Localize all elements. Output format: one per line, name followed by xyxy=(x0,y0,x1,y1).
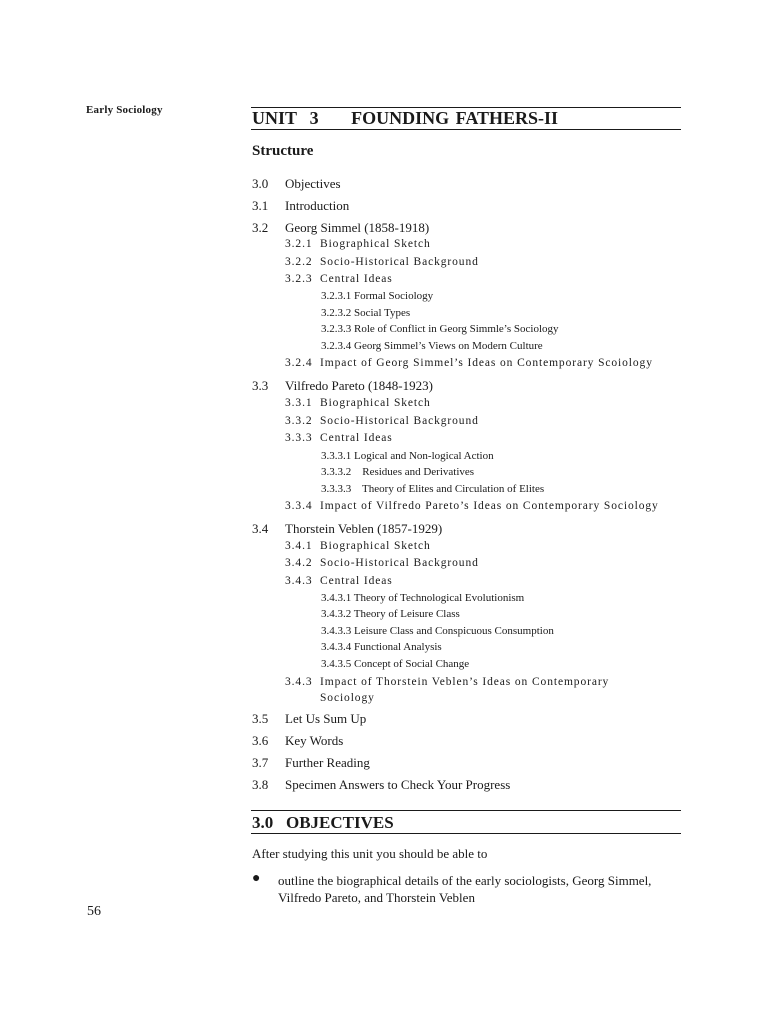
toc-label: Central Ideas xyxy=(320,432,393,444)
toc-label: Socio-Historical Background xyxy=(320,415,479,427)
toc-subsubentry: 3.4.3.3 Leisure Class and Conspicuous Consumption xyxy=(321,625,554,637)
toc-number: 3.4 xyxy=(252,521,269,536)
toc-number: 3.3.2 xyxy=(285,415,313,427)
toc-number: 3.2.1 xyxy=(285,238,313,250)
toc-subsubentry: 3.4.3.5 Concept of Social Change xyxy=(321,658,470,670)
toc-subsubentry: 3.2.3.4 Georg Simmel’s Views on Modern Culture xyxy=(321,340,543,352)
toc-label: Impact of Thorstein Veblen’s Ideas on Contemporary xyxy=(320,676,610,688)
toc-label: Impact of Georg Simmel’s Ideas on Contemporary Scoiology xyxy=(320,357,653,369)
running-header: Early Sociology xyxy=(86,104,163,116)
toc-label: Impact of Vilfredo Pareto’s Ideas on Contemporary Sociology xyxy=(320,500,659,512)
toc-subsubentry: 3.3.3.3 Theory of Elites and Circulation of Elites xyxy=(321,483,545,495)
toc-number: 3.2.2 xyxy=(285,256,313,268)
toc-subsubentry: 3.4.3.2 Theory of Leisure Class xyxy=(321,608,460,620)
objectives-bottom-rule xyxy=(251,833,681,834)
toc-label: Central Ideas xyxy=(320,575,393,587)
toc-number: 3.7 xyxy=(252,755,269,770)
toc-number: 3.6 xyxy=(252,733,269,748)
toc-number: 3.4.2 xyxy=(285,557,313,569)
toc-label: Introduction xyxy=(285,198,350,213)
objectives-top-rule xyxy=(251,810,681,811)
structure-heading: Structure xyxy=(252,143,314,159)
unit-title-bottom-rule xyxy=(251,129,681,130)
objectives-heading: 3.0 OBJECTIVES xyxy=(252,813,394,832)
toc-label: Socio-Historical Background xyxy=(320,557,479,569)
toc-label: Sociology xyxy=(320,692,375,704)
toc-label: Specimen Answers to Check Your Progress xyxy=(285,777,511,792)
toc-label: Further Reading xyxy=(285,755,370,770)
toc-label: Let Us Sum Up xyxy=(285,711,367,726)
bullet-icon: ● xyxy=(252,871,261,886)
toc-label: Biographical Sketch xyxy=(320,397,431,409)
toc-number: 3.2.4 xyxy=(285,357,313,369)
toc-number: 3.1 xyxy=(252,198,269,213)
toc-number: 3.4.3 xyxy=(285,676,313,688)
toc-number: 3.4.1 xyxy=(285,540,313,552)
objectives-intro: After studying this unit you should be able to xyxy=(252,846,488,861)
toc-label: Biographical Sketch xyxy=(320,238,431,250)
toc-label: Thorstein Veblen (1857-1929) xyxy=(285,521,443,536)
page-number: 56 xyxy=(87,904,101,919)
toc-number: 3.0 xyxy=(252,176,269,191)
toc-label: Socio-Historical Background xyxy=(320,256,479,268)
objective-item: outline the biographical details of the early sociologists, Georg Simmel, Vilfredo Pareto, and Thorstein Veblen xyxy=(278,873,652,905)
toc-label: Vilfredo Pareto (1848-1923) xyxy=(285,378,433,393)
toc-number: 3.3.3 xyxy=(285,432,313,444)
toc-number: 3.4.3 xyxy=(285,575,313,587)
toc-label: Central Ideas xyxy=(320,273,393,285)
toc-label: Objectives xyxy=(285,176,341,191)
toc-number: 3.3.1 xyxy=(285,397,313,409)
toc-subsubentry: 3.4.3.4 Functional Analysis xyxy=(321,641,442,653)
toc-subsubentry: 3.3.3.2 Residues and Derivatives xyxy=(321,466,475,478)
toc-subsubentry: 3.4.3.1 Theory of Technological Evolutionism xyxy=(321,592,525,604)
toc-subsubentry: 3.3.3.1 Logical and Non-logical Action xyxy=(321,450,494,462)
toc-number: 3.5 xyxy=(252,711,269,726)
toc-label: Key Words xyxy=(285,733,344,748)
toc-label: Georg Simmel (1858-1918) xyxy=(285,220,430,235)
toc-subsubentry: 3.2.3.2 Social Types xyxy=(321,307,411,319)
toc-number: 3.2.3 xyxy=(285,273,313,285)
toc-number: 3.2 xyxy=(252,220,269,235)
toc-label: Biographical Sketch xyxy=(320,540,431,552)
unit-title: UNIT 3 FOUNDING FATHERS-II xyxy=(252,108,559,128)
toc-number: 3.8 xyxy=(252,777,269,792)
toc-number: 3.3 xyxy=(252,378,269,393)
toc-number: 3.3.4 xyxy=(285,500,313,512)
toc-subsubentry: 3.2.3.1 Formal Sociology xyxy=(321,290,434,302)
toc-subsubentry: 3.2.3.3 Role of Conflict in Georg Simmle’s Sociology xyxy=(321,323,559,335)
